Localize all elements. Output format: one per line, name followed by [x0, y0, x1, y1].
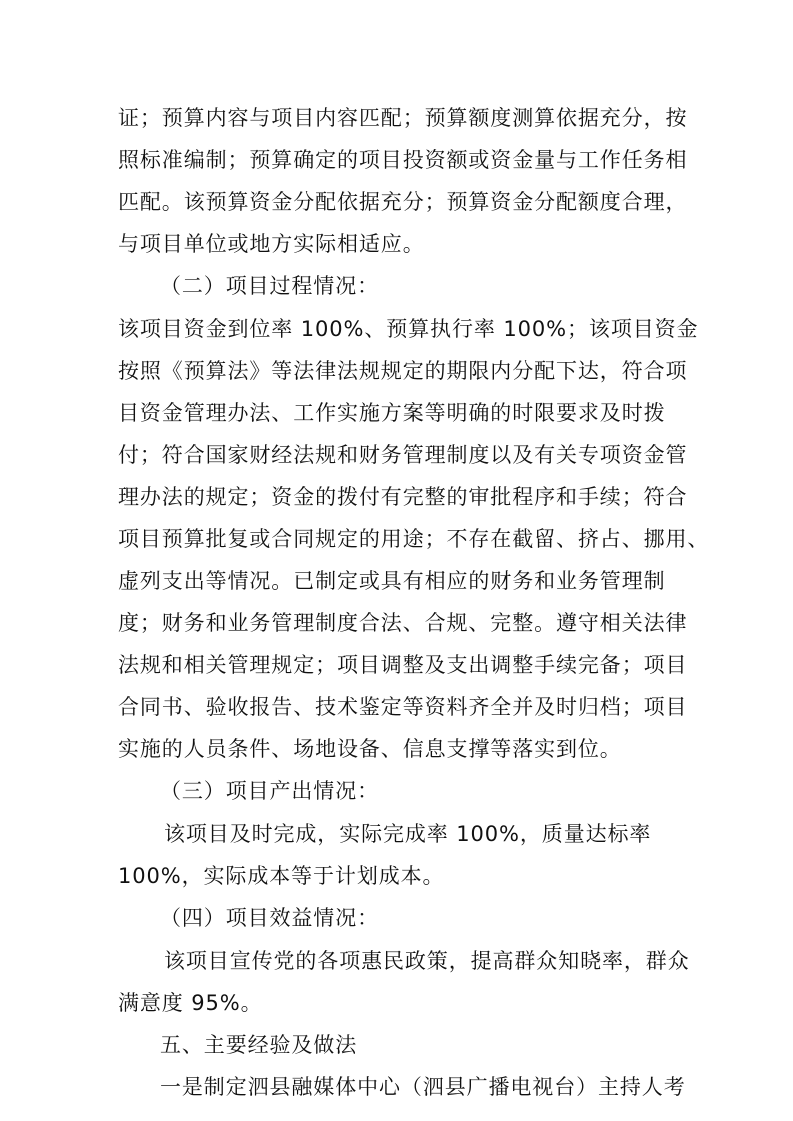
section-heading: 五、主要经验及做法: [160, 1033, 358, 1057]
text-line: 法规和相关管理规定；项目调整及支出调整手续完备；项目: [118, 653, 688, 677]
text-line: 付；符合国家财经法规和财务管理制度以及有关专项资金管: [118, 443, 688, 467]
text-line: 100%，实际成本等于计划成本。: [118, 864, 445, 888]
text-line: 一是制定泗县融媒体中心（泗县广播电视台）主持人考: [160, 1075, 686, 1099]
text-line: 度；财务和业务管理制度合法、合规、完整。遵守相关法律: [118, 611, 688, 635]
text-line: 项目预算批复或合同规定的用途；不存在截留、挤占、挪用、: [118, 527, 710, 551]
section-heading: （二）项目过程情况：: [160, 274, 379, 298]
text-line: 满意度 95%。: [118, 991, 263, 1015]
text-line: 合同书、验收报告、技术鉴定等资料齐全并及时归档；项目: [118, 695, 688, 719]
text-line: 该项目宣传党的各项惠民政策，提高群众知晓率，群众: [164, 949, 690, 973]
text-line: 该项目及时完成，实际完成率 100%，质量达标率: [164, 822, 652, 846]
text-line: 匹配。该预算资金分配依据充分；预算资金分配额度合理，: [118, 190, 688, 214]
text-line: 照标准编制；预算确定的项目投资额或资金量与工作任务相: [118, 148, 688, 172]
section-heading: （四）项目效益情况：: [160, 906, 379, 930]
section-heading: （三）项目产出情况：: [160, 779, 379, 803]
text-line: 按照《预算法》等法律法规规定的期限内分配下达，符合项: [118, 359, 688, 383]
text-line: 目资金管理办法、工作实施方案等明确的时限要求及时拨: [118, 401, 666, 425]
text-line: 实施的人员条件、场地设备、信息支撑等落实到位。: [118, 737, 622, 761]
text-line: 虚列支出等情况。已制定或具有相应的财务和业务管理制: [118, 569, 666, 593]
text-line: 该项目资金到位率 100%、预算执行率 100%；该项目资金: [118, 317, 699, 341]
text-line: 理办法的规定；资金的拨付有完整的审批程序和手续；符合: [118, 485, 688, 509]
text-line: 与项目单位或地方实际相适应。: [118, 232, 425, 256]
text-line: 证；预算内容与项目内容匹配；预算额度测算依据充分，按: [118, 106, 688, 130]
